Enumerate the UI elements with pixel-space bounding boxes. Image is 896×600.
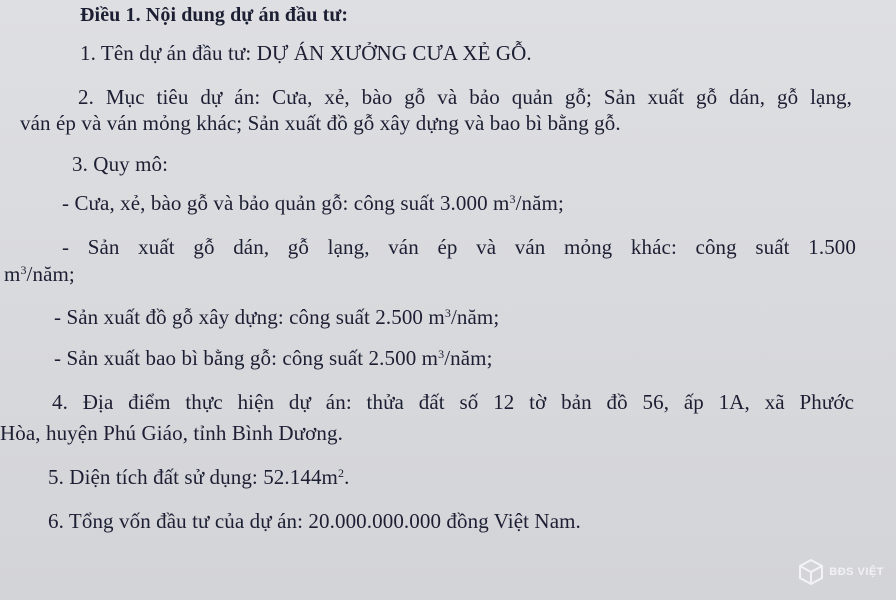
article-heading: Điều 1. Nội dung dự án đầu tư: <box>80 4 349 26</box>
item-3-scale-heading: 3. Quy mô: <box>72 152 169 176</box>
superscript-3: 3 <box>438 347 445 361</box>
scale-line-4-unit: /năm; <box>444 346 493 370</box>
scale-line-1 <box>62 190 564 216</box>
item-5-text: 5. Diện tích đất sử dụng: 52.144m <box>48 465 338 489</box>
scale-line-3 <box>54 304 499 330</box>
watermark-brand: BĐS VIỆT <box>829 566 884 578</box>
superscript-3: 3 <box>509 192 516 206</box>
watermark <box>797 558 884 586</box>
item-2-line-1: 2. Mục tiêu dự án: Cưa, xẻ, bào gỗ và bảo quản gỗ; Sản xuất gỗ dán, gỗ lạng, <box>78 85 852 109</box>
scale-line-2-second <box>4 261 75 287</box>
scale-line-4-text: - Sản xuất bao bì bằng gỗ: công suất 2.500 m <box>54 346 439 370</box>
superscript-3: 3 <box>444 306 451 320</box>
scale-line-2-first: - Sản xuất gỗ dán, gỗ lạng, ván ép và ván mỏng khác: công suất 1.500 <box>62 235 856 259</box>
scale-line-1-unit: /năm; <box>515 191 564 215</box>
item-5-land-area <box>48 464 349 490</box>
superscript-2: 2 <box>338 466 345 480</box>
item-4-line-2: Hòa, huyện Phú Giáo, tỉnh Bình Dương. <box>0 421 343 445</box>
scale-line-4 <box>54 345 493 371</box>
item-4-line-1: 4. Địa điểm thực hiện dự án: thửa đất số 12 tờ bản đồ 56, ấp 1A, xã Phước <box>52 390 854 414</box>
superscript-3: 3 <box>20 263 27 277</box>
cube-logo-icon <box>797 558 825 586</box>
item-1-project-name: 1. Tên dự án đầu tư: DỰ ÁN XƯỞNG CƯA XẺ GỖ. <box>80 41 532 65</box>
scale-line-3-text: - Sản xuất đồ gỗ xây dựng: công suất 2.500 m <box>54 305 445 329</box>
scale-line-1-text: - Cưa, xẻ, bào gỗ và bảo quản gỗ: công suất 3.000 m <box>62 191 510 215</box>
scale-line-2-unit-m: m <box>4 262 21 286</box>
item-2-line-2: ván ép và ván mỏng khác; Sản xuất đồ gỗ xây dựng và bao bì bằng gỗ. <box>20 111 621 135</box>
scale-line-2-unit: /năm; <box>26 262 75 286</box>
item-5-end: . <box>344 465 350 489</box>
item-6-total-capital: 6. Tổng vốn đầu tư của dự án: 20.000.000.000 đồng Việt Nam. <box>48 509 581 533</box>
scale-line-3-unit: /năm; <box>450 305 500 329</box>
